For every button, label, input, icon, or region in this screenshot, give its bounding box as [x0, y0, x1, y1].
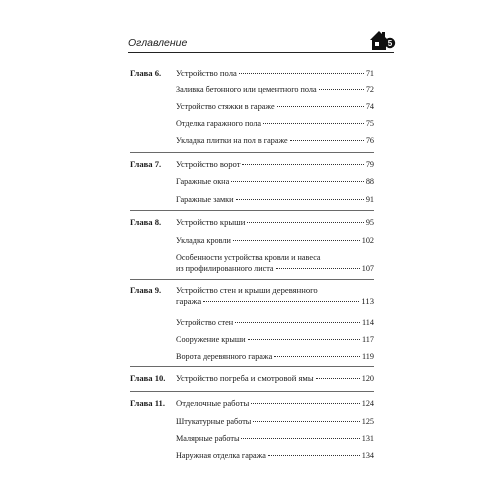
- page-ref: 131: [361, 434, 374, 443]
- section-title: Наружная отделка гаража: [176, 451, 266, 460]
- running-header: [128, 28, 394, 53]
- page-ref: 88: [365, 177, 374, 186]
- chapter-label: Глава 6.: [130, 68, 162, 78]
- page-ref: 102: [361, 236, 374, 245]
- page-number: 5: [387, 39, 393, 48]
- chapter-divider: [130, 210, 374, 211]
- section-title: Устройство стен: [176, 318, 234, 327]
- toc-chapter-10[interactable]: [130, 371, 374, 385]
- dot-leader: [231, 181, 364, 182]
- toc-section[interactable]: [130, 333, 374, 347]
- dot-leader: [241, 438, 359, 439]
- section-title: Гаражные замки: [176, 195, 234, 204]
- toc-section[interactable]: [130, 117, 374, 131]
- page-ref: 119: [362, 352, 374, 361]
- chapter-title: Устройство погреба и смотровой ямы: [176, 373, 314, 383]
- chapter-divider: [130, 391, 374, 392]
- toc-section-multiline[interactable]: [176, 252, 374, 274]
- section-title: Сооружение крыши: [176, 335, 246, 344]
- chapter-label: Глава 7.: [130, 159, 162, 169]
- toc-section[interactable]: [130, 83, 374, 97]
- section-title: Ворота деревянного гаража: [176, 352, 273, 361]
- publisher-logo: [368, 28, 396, 52]
- chapter-label: Глава 10.: [130, 373, 166, 383]
- dot-leader: [248, 339, 361, 340]
- section-title: Отделка гаражного пола: [176, 119, 262, 128]
- toc-chapter-9[interactable]: [130, 285, 374, 307]
- page-ref: 117: [362, 335, 374, 344]
- page-ref: 74: [365, 102, 374, 111]
- section-title: Устройство стяжки в гараже: [176, 102, 275, 111]
- toc-section[interactable]: [130, 193, 374, 207]
- chapter-label: Глава 9.: [130, 285, 162, 295]
- section-title: Заливка бетонного или цементного пола: [176, 85, 317, 94]
- page-ref: 113: [361, 296, 374, 306]
- chapter-label: Глава 11.: [130, 398, 165, 408]
- section-title: Малярные работы: [176, 434, 240, 443]
- page-ref: 114: [362, 318, 374, 327]
- chapter-title: Устройство крыши: [176, 217, 246, 227]
- toc-section[interactable]: [130, 175, 374, 189]
- running-header-title: Оглавление: [128, 37, 188, 49]
- dot-leader: [263, 123, 364, 124]
- dot-leader: [253, 421, 359, 422]
- page-ref: 120: [361, 374, 374, 383]
- section-title: Гаражные окна: [176, 177, 230, 186]
- section-title: Укладка плитки на пол в гараже: [176, 136, 288, 145]
- section-title-line2: из профилированного листа: [176, 264, 274, 273]
- page-ref: 79: [365, 160, 374, 169]
- house-logo-icon: [368, 28, 396, 52]
- toc-chapter-11[interactable]: [130, 396, 374, 410]
- page-ref: 91: [365, 195, 374, 204]
- dot-leader: [276, 268, 360, 269]
- dot-leader: [319, 89, 364, 90]
- page-ref: 76: [365, 136, 374, 145]
- page-ref: 125: [361, 417, 374, 426]
- dot-leader: [236, 199, 364, 200]
- page-ref: 72: [365, 85, 374, 94]
- toc-chapter-6[interactable]: [130, 66, 374, 80]
- dot-leader: [316, 378, 360, 379]
- section-title: Штукатурные работы: [176, 417, 252, 426]
- toc-chapter-7[interactable]: [130, 157, 374, 171]
- chapter-divider: [130, 152, 374, 153]
- toc-chapter-8[interactable]: [130, 215, 374, 229]
- dot-leader: [242, 164, 363, 165]
- chapter-title-line2: гаража: [176, 296, 202, 306]
- chapter-divider: [130, 366, 374, 367]
- chapter-label: Глава 8.: [130, 217, 162, 227]
- toc-section[interactable]: [130, 100, 374, 114]
- chapter-title-line1: Устройство стен и крыши деревянного: [176, 285, 318, 295]
- dot-leader: [251, 403, 359, 404]
- chapter-title: Устройство пола: [176, 68, 237, 78]
- dot-leader: [233, 240, 360, 241]
- dot-leader: [239, 73, 364, 74]
- chapter-title: Устройство ворот: [176, 159, 241, 169]
- page-ref: 107: [361, 264, 374, 273]
- section-title-line1: Особенности устройства кровли и навеса: [176, 253, 321, 262]
- dot-leader: [235, 322, 360, 323]
- section-title: Укладка кровли: [176, 236, 231, 245]
- page-ref: 124: [361, 399, 374, 408]
- toc-section[interactable]: [130, 449, 374, 463]
- chapter-divider: [130, 279, 374, 280]
- dot-leader: [277, 106, 364, 107]
- dot-leader: [290, 140, 364, 141]
- dot-leader: [268, 455, 360, 456]
- toc-section[interactable]: [130, 134, 374, 148]
- dot-leader: [247, 222, 363, 223]
- toc-section[interactable]: [130, 432, 374, 446]
- page-ref: 95: [365, 218, 374, 227]
- page-ref: 71: [365, 69, 374, 78]
- dot-leader: [203, 301, 359, 302]
- toc-section[interactable]: [130, 234, 374, 248]
- toc-section[interactable]: [130, 350, 374, 364]
- toc-section[interactable]: [130, 415, 374, 429]
- toc-section[interactable]: [130, 316, 374, 330]
- dot-leader: [274, 356, 360, 357]
- page-ref: 75: [365, 119, 374, 128]
- chapter-title: Отделочные работы: [176, 398, 250, 408]
- page-ref: 134: [361, 451, 374, 460]
